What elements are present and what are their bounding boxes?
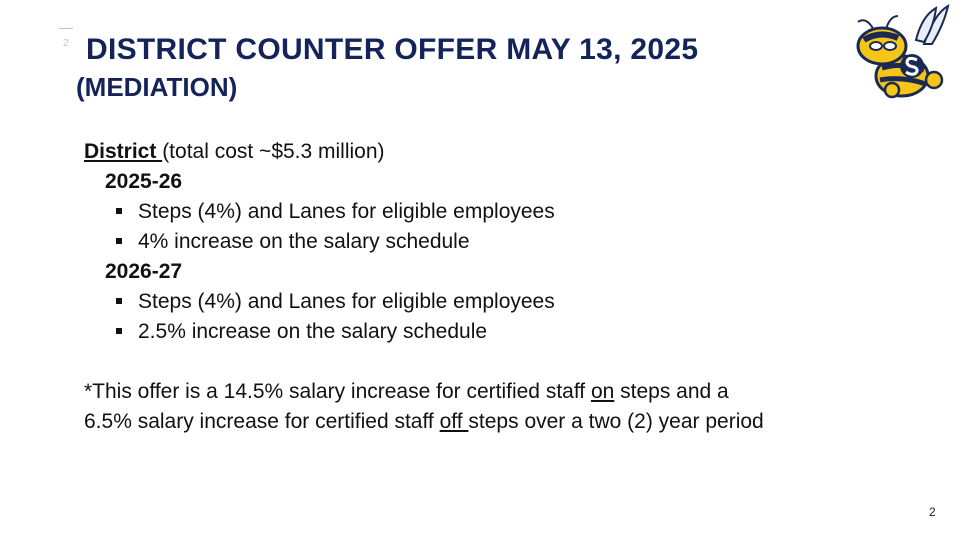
note-emphasis-off: off (439, 410, 469, 433)
bullet-square-icon (116, 238, 122, 244)
offer-note-line-1 (84, 377, 944, 407)
hornet-mascot-logo (852, 4, 952, 104)
bullet-square-icon (116, 298, 122, 304)
note-text: 6.5% salary increase for certified staff (84, 410, 440, 433)
list-item-text: 4% increase on the salary schedule (138, 230, 470, 253)
district-total-cost: (total cost ~$5.3 million) (162, 140, 385, 163)
list-item (84, 317, 944, 347)
list-item-text: 2.5% increase on the salary schedule (138, 320, 488, 343)
list-item (84, 227, 944, 257)
year-heading: 2026-27 (105, 260, 183, 283)
list-item-text: Steps (4%) and Lanes for eligible employees (138, 200, 555, 223)
offer-note-line-2 (84, 407, 944, 437)
slide-subtitle: (MEDIATION) (76, 72, 238, 102)
district-label: District (84, 140, 163, 163)
note-emphasis-on: on (590, 380, 615, 403)
note-text: *This offer is a 14.5% salary increase for certified staff (84, 380, 591, 403)
year-heading: 2025-26 (105, 170, 183, 193)
page-number: 2 (929, 505, 936, 519)
note-text: steps and a (614, 380, 729, 403)
list-item (84, 197, 944, 227)
slide-title: DISTRICT COUNTER OFFER MAY 13, 2025 (86, 33, 699, 66)
bullet-square-icon (116, 208, 122, 214)
district-heading (84, 137, 944, 167)
corner-divider (59, 28, 73, 29)
list-item-text: Steps (4%) and Lanes for eligible employees (138, 290, 555, 313)
bullet-square-icon (116, 328, 122, 334)
slide-body (84, 137, 944, 437)
corner-slide-number: 2 (63, 38, 69, 49)
list-item (84, 287, 944, 317)
note-text: steps over a two (2) year period (468, 410, 764, 433)
